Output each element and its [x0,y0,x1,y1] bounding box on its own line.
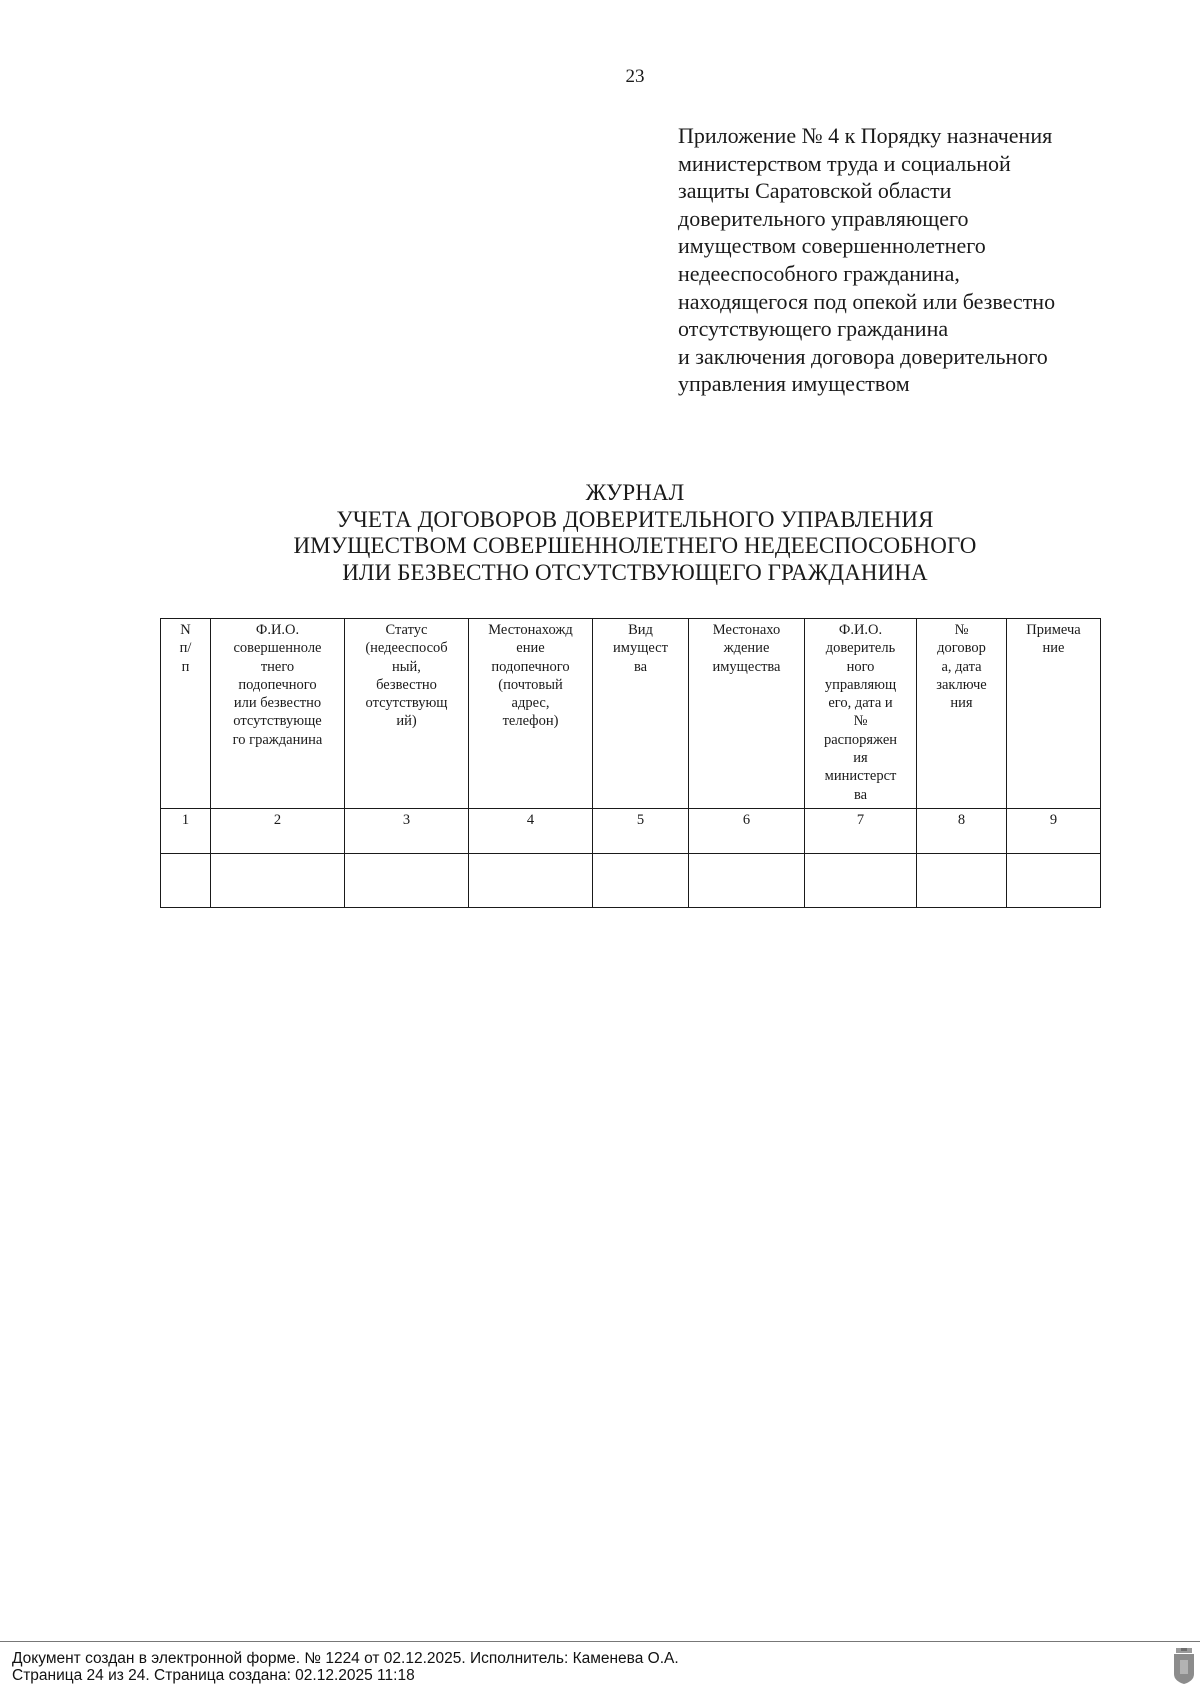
header-line: тнего [260,658,295,675]
column-header [593,619,689,809]
appendix-line: находящегося под опекой или безвестно [678,288,1056,314]
header-line: министерст [824,768,897,785]
header-line: Местонахожд [488,622,573,638]
header-line: заключе [936,676,987,693]
column-header [1007,619,1101,809]
header-line: подопечного [238,676,317,693]
table-cell [1007,854,1101,908]
header-row [161,619,1101,809]
appendix-line: министерством труда и социальной [678,150,1011,176]
header-line: № [954,622,969,638]
table-cell [593,854,689,908]
title-line: ЖУРНАЛ [585,480,685,505]
header-line: имущест [613,640,668,657]
column-number: 4 [469,809,593,854]
header-line: (почтовый [498,676,563,693]
title-line: ИМУЩЕСТВОМ СОВЕРШЕННОЛЕТНЕГО НЕДЕЕСПОСОБНОГО [293,533,977,558]
header-line: телефон) [502,713,559,730]
header-line: ва [853,786,868,803]
header-line: подопечного [491,658,570,675]
header-line: ный, [392,658,421,675]
coat-of-arms-icon [1173,1648,1195,1684]
header-line: № [853,713,868,730]
column-header [805,619,917,809]
header-line: Вид [628,622,653,638]
header-line: N [180,622,191,638]
column-number: 8 [917,809,1007,854]
header-line: его, дата и [828,695,893,712]
header-line: п/ [179,640,192,657]
journal-table [160,618,1101,908]
column-header [689,619,805,809]
column-number: 3 [345,809,469,854]
header-line: ждение [723,640,770,657]
column-number: 7 [805,809,917,854]
header-line: ва [633,658,648,675]
column-header [345,619,469,809]
table-cell [211,854,345,908]
footer-line: Страница 24 из 24. Страница создана: 02.12.2025 11:18 [12,1667,415,1684]
document-footer [0,1641,1200,1684]
appendix-line: недееспособного гражданина, [678,260,960,286]
header-line: ние [1042,640,1065,657]
appendix-line: отсутствующего гражданина [678,316,949,342]
header-line: Местонахо [712,622,781,638]
column-number: 5 [593,809,689,854]
table-cell [917,854,1007,908]
header-line: отсутствующе [233,713,322,730]
header-line: п [181,658,190,675]
header-line: имущества [712,658,781,675]
appendix-line: имуществом совершеннолетнего [678,233,986,259]
column-number: 6 [689,809,805,854]
appendix-line: и заключения договора доверительного [678,343,1048,369]
header-line: или безвестно [233,695,322,712]
header-line: ного [846,658,875,675]
column-number-row [161,809,1101,854]
header-line: безвестно [376,676,437,693]
column-header [469,619,593,809]
appendix-line: Приложение № 4 к Порядку назначения [678,123,1053,148]
appendix-line: управления имуществом [678,371,910,397]
header-line: ия [853,750,868,767]
table-cell [345,854,469,908]
header-line: ий) [396,713,417,730]
header-line: ния [950,695,973,712]
header-line: Статус [385,622,428,638]
column-number: 9 [1007,809,1101,854]
header-line: го гражданина [232,731,323,748]
header-line: отсутствующ [365,695,448,712]
header-line: ение [516,640,545,657]
header-line: договор [937,640,986,657]
header-line: Примеча [1026,622,1081,638]
header-line: Ф.И.О. [255,622,300,638]
header-line: доверитель [825,640,896,657]
journal-title [160,480,1110,586]
appendix-line: защиты Саратовской области [678,178,952,204]
header-line: а, дата [941,658,982,675]
header-line: Ф.И.О. [838,622,883,638]
table-cell [469,854,593,908]
column-header [917,619,1007,809]
header-line: совершенноле [233,640,322,657]
header-line: распоряжен [823,731,898,748]
header-line: (недееспособ [365,640,448,657]
footer-line: Документ создан в электронной форме. № 1224 от 02.12.2025. Исполнитель: Каменева О.А. [12,1650,679,1667]
table-cell [161,854,211,908]
appendix-note [678,122,1118,398]
column-number: 2 [211,809,345,854]
footer-text [12,1650,679,1684]
column-number: 1 [161,809,211,854]
column-header [161,619,211,809]
table-cell [689,854,805,908]
column-header [211,619,345,809]
header-line: адрес, [511,695,550,712]
table-cell [805,854,917,908]
header-line: управляющ [824,676,897,693]
empty-entry-row [161,854,1101,908]
page-number: 23 [625,66,645,87]
title-line: УЧЕТА ДОГОВОРОВ ДОВЕРИТЕЛЬНОГО УПРАВЛЕНИЯ [336,506,934,532]
title-line: ИЛИ БЕЗВЕСТНО ОТСУТСТВУЮЩЕГО ГРАЖДАНИНА [342,559,928,585]
appendix-line: доверительного управляющего [678,205,969,231]
